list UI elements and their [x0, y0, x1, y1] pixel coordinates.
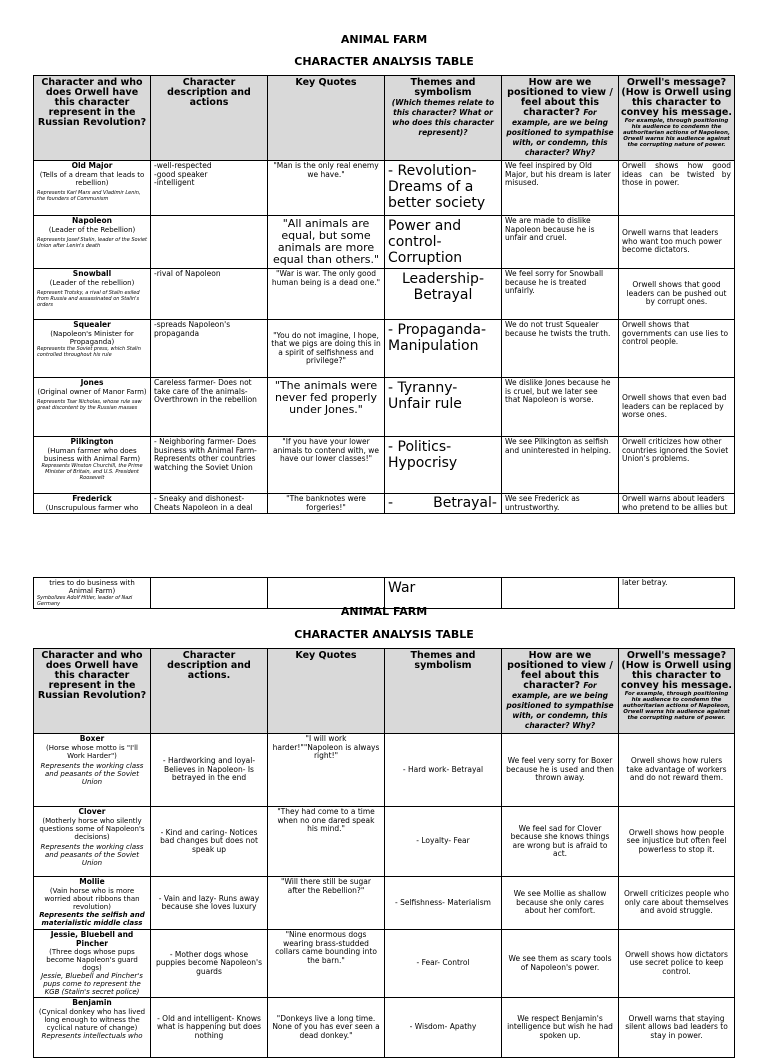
key-quote: "Man is the only real enemy we have." — [268, 161, 385, 216]
character-represents: Symbolizes Adolf Hitler, leader of Nazi Germany — [37, 595, 133, 607]
header-themes: Themes and symbolism — [385, 649, 502, 734]
page2-table — [33, 648, 735, 1058]
character-description: - Kind and caring- Notices bad changes but does not speak up — [151, 807, 268, 877]
positioning: We feel sorry for Snowball because he is treated unfairly. — [502, 269, 619, 320]
table-row — [34, 269, 735, 320]
themes: - Revolution- Dreams of a better society — [385, 161, 502, 216]
character-description — [151, 216, 268, 269]
character-represents: Jessie, Bluebell and Pincher's pups come to represent the KGB (Stalin's secret police) — [41, 972, 143, 996]
header-character: Character and who does Orwell have this character represent in the Russian Revolution? — [34, 76, 151, 161]
character-description: -rival of Napoleon — [151, 269, 268, 320]
character-description: - Old and intelligent- Knows what is happening but does nothing — [151, 998, 268, 1058]
key-quote: "All animals are equal, but some animals are more equal than others." — [268, 216, 385, 269]
themes: Leadership- Betrayal — [385, 269, 502, 320]
character-represents: Represents Karl Marx and Vladimir Lenin, the founders of Communism — [37, 189, 141, 202]
themes: - Wisdom- Apathy — [385, 998, 502, 1058]
character-description: - Hardworking and loyal- Believes in Napoleon- Is betrayed in the end — [151, 734, 268, 807]
table-row — [34, 494, 735, 514]
character-name: Jones — [80, 378, 104, 387]
positioning: We feel very sorry for Boxer because he is used and then thrown away. — [502, 734, 619, 807]
orwell-message: Orwell warns about leaders who pretend to be allies but — [619, 494, 735, 514]
header-description: Character description and actions. — [151, 649, 268, 734]
orwell-message: Orwell shows how people see injustice but often feel powerless to stop it. — [619, 807, 735, 877]
positioning: We respect Benjamin's intelligence but wish he had spoken up. — [502, 998, 619, 1058]
page1-header-row — [34, 76, 735, 161]
orwell-message: Orwell warns that staying silent allows bad leaders to stay in power. — [619, 998, 735, 1058]
key-quote: "If you have your lower animals to contend with, we have our lower classes!" — [268, 437, 385, 494]
table-row — [34, 437, 735, 494]
table-row — [34, 320, 735, 378]
header-message-note: For example, through positioning his audience to condemn the authoritarian actions of Napoleon, Orwell warns his audience against the corrupting nature of power. — [623, 691, 730, 721]
character-role: (Unscrupulous farmer who — [45, 503, 139, 512]
key-quote: "Nine enormous dogs wearing brass-studded collars came bounding into the barn." — [268, 930, 385, 998]
positioning: We do not trust Squealer because he twists the truth. — [502, 320, 619, 378]
page1-table — [33, 75, 735, 514]
character-name: Napoleon — [71, 216, 112, 225]
orwell-message: Orwell shows how rulers take advantage of workers and do not reward them. — [619, 734, 735, 807]
table-row — [34, 161, 735, 216]
table-row — [34, 998, 735, 1058]
positioning: We see them as scary tools of Napoleon's power. — [502, 930, 619, 998]
character-represents: Represents Tsar Nicholas, whose rule saw great discontent by the Russian masses — [37, 398, 142, 411]
character-represents: Represents the selfish and materialistic middle class — [39, 910, 145, 927]
table-row — [34, 378, 735, 437]
character-role: (Motherly horse who silently questions some of Napoleon's decisions) — [39, 816, 145, 841]
header-quotes: Key Quotes — [268, 76, 385, 161]
key-quote: "War is war. The only good human being is a dead one." — [268, 269, 385, 320]
character-role: (Leader of the rebellion) — [49, 278, 135, 287]
positioning: We dislike Jones because he is cruel, but we later see that Napoleon is worse. — [502, 378, 619, 437]
character-role: (Tells of a dream that leads to rebellion) — [39, 170, 145, 187]
table-row — [34, 807, 735, 877]
header-themes: Themes and symbolism (Which themes relate to this character? What or who does this character represent)? — [385, 76, 502, 161]
table-row — [34, 734, 735, 807]
positioning: We see Mollie as shallow because she only cares about her comfort. — [502, 877, 619, 930]
character-represents: Represents intellectuals who — [41, 1031, 143, 1040]
character-role: (Original owner of Manor Farm) — [37, 387, 147, 396]
page2-subtitle: CHARACTER ANALYSIS TABLE — [294, 628, 474, 641]
key-quote: "They had come to a time when no one dared speak his mind." — [268, 807, 385, 877]
character-name: Frederick — [72, 494, 112, 503]
character-description: Careless farmer- Does not take care of the animals- Overthrown in the rebellion — [151, 378, 268, 437]
character-name: Benjamin — [72, 998, 112, 1007]
character-description: - Vain and lazy- Runs away because she loves luxury — [151, 877, 268, 930]
header-message: Orwell's message? (How is Orwell using this character to convey his message. For example, through positioning his audience to condemn the authoritarian actions of Napoleon, Orwell warns his audience against the corrupting nature of power. — [619, 649, 735, 734]
character-represents: Represents Josef Stalin, leader of the Soviet Union after Lenin's death — [37, 236, 147, 249]
character-role: (Three dogs whose pups become Napoleon's guard dogs) — [46, 948, 138, 972]
positioning — [502, 578, 619, 609]
page2-header-row — [34, 649, 735, 734]
header-themes-note: (Which themes relate to this character? What or who does this character represent)? — [391, 98, 495, 137]
positioning: We feel sad for Clover because she knows things are wrong but is afraid to act. — [502, 807, 619, 877]
header-message: Orwell's message? (How is Orwell using this character to convey his message. For example, through positioning his audience to condemn the authoritarian actions of Napoleon, Orwell warns his audience against the corrupting nature of power. — [619, 76, 735, 161]
key-quote: "The animals were never fed properly under Jones." — [268, 378, 385, 437]
character-role: (Cynical donkey who has lived long enough to witness the cyclical nature of change) — [38, 1007, 146, 1032]
header-message-note: For example, through positioning his audience to condemn the authoritarian actions of Napoleon, Orwell warns his audience against the corrupting nature of power. — [623, 118, 730, 148]
themes: Power and control- Corruption — [385, 216, 502, 269]
themes: - Tyranny- Unfair rule — [385, 378, 502, 437]
positioning: We are made to dislike Napoleon because he is unfair and cruel. — [502, 216, 619, 269]
table-row — [34, 216, 735, 269]
table-row — [34, 930, 735, 998]
character-name: Boxer — [79, 734, 105, 743]
orwell-message: Orwell shows that good leaders can be pushed out by corrupt ones. — [619, 269, 735, 320]
orwell-message: Orwell shows that even bad leaders can be replaced by worse ones. — [619, 378, 735, 437]
themes: - Propaganda- Manipulation — [385, 320, 502, 378]
character-name: Mollie — [79, 877, 105, 886]
header-description: Character description and actions — [151, 76, 268, 161]
themes: - Loyalty- Fear — [385, 807, 502, 877]
character-role: tries to do business with Animal Farm) — [49, 579, 135, 595]
header-character: Character and who does Orwell have this character represent in the Russian Revolution? — [34, 649, 151, 734]
key-quote — [268, 578, 385, 609]
character-represents: Represents the working class and peasants of the Soviet Union — [40, 842, 144, 867]
character-name: Squealer — [73, 320, 111, 329]
header-quotes: Key Quotes — [268, 649, 385, 734]
character-name: Pilkington — [70, 437, 114, 446]
themes: - Selfishness- Materialism — [385, 877, 502, 930]
character-description — [151, 578, 268, 609]
orwell-message: Orwell shows how good ideas can be twisted by those in power. — [619, 161, 735, 216]
character-represents: Represents Winston Churchill, the Prime Minister of Britain, and U.S. President Roosevelt — [41, 462, 143, 481]
character-description: -spreads Napoleon's propaganda — [151, 320, 268, 378]
key-quote: "I will work harder!""Napoleon is always right!" — [268, 734, 385, 807]
page1-subtitle: CHARACTER ANALYSIS TABLE — [294, 55, 474, 68]
positioning: We see Frederick as untrustworthy. — [502, 494, 619, 514]
header-positioned-note: For example, are we being positioned to sympathise with, or condemn, this character? Why? — [506, 681, 614, 730]
header-positioned: How are we positioned to view / feel about this character? For example, are we being positioned to sympathise with, or condemn, this character? Why? — [502, 76, 619, 161]
key-quote: "The banknotes were forgeries!" — [268, 494, 385, 514]
character-role: (Leader of the Rebellion) — [48, 225, 136, 234]
character-role: (Horse whose motto is "I'll Work Harder") — [46, 743, 138, 760]
character-role: (Napoleon's Minister for Propaganda) — [50, 329, 134, 346]
header-positioned: How are we positioned to view / feel about this character? For example, are we being positioned to sympathise with, or condemn, this character? Why? — [502, 649, 619, 734]
character-name: Snowball — [72, 269, 112, 278]
character-role: (Vain horse who is more worried about ribbons than revolution) — [44, 886, 140, 911]
character-represents: Represents the working class and peasants of the Soviet Union — [40, 761, 144, 786]
key-quote: "You do not imagine, I hope, that we pigs are doing this in a spirit of selfishness and privilege?" — [268, 320, 385, 378]
character-description: -well-respected -good speaker -intelligent — [151, 161, 268, 216]
header-positioned-note: For example, are we being positioned to sympathise with, or condemn, this character? Why? — [506, 108, 614, 157]
themes: - Betrayal- — [385, 494, 502, 514]
page2-title: ANIMAL FARM — [340, 605, 428, 618]
themes: War — [385, 578, 502, 609]
character-name: Jessie, Bluebell and Pincher — [50, 930, 134, 948]
orwell-message: Orwell criticizes people who only care about themselves and avoid struggle. — [619, 877, 735, 930]
orwell-message: Orwell warns that leaders who want too much power become dictators. — [619, 216, 735, 269]
key-quote: "Will there still be sugar after the Rebellion?" — [268, 877, 385, 930]
table-row — [34, 877, 735, 930]
table-row — [34, 578, 735, 609]
themes: - Hard work- Betrayal — [385, 734, 502, 807]
page1-title: ANIMAL FARM — [340, 33, 428, 46]
character-description: - Neighboring farmer- Does business with Animal Farm- Represents other countries watching the Soviet Union — [151, 437, 268, 494]
character-represents: Represent Trotsky, a rival of Stalin exiled from Russia and assassinated on Stalin's orders — [37, 289, 140, 308]
character-description: - Sneaky and dishonest- Cheats Napoleon in a deal — [151, 494, 268, 514]
orwell-message: Orwell shows how dictators use secret police to keep control. — [619, 930, 735, 998]
character-represents: Represents the Soviet press, which Stalin controlled throughout his rule — [37, 345, 141, 358]
themes: - Politics- Hypocrisy — [385, 437, 502, 494]
key-quote: "Donkeys live a long time. None of you has ever seen a dead donkey." — [268, 998, 385, 1058]
orwell-message: later betray. — [619, 578, 735, 609]
character-description: - Mother dogs whose puppies become Napoleon's guards — [151, 930, 268, 998]
positioning: We see Pilkington as selfish and uninterested in helping. — [502, 437, 619, 494]
themes: - Fear- Control — [385, 930, 502, 998]
orwell-message: Orwell criticizes how other countries ignored the Soviet Union's problems. — [619, 437, 735, 494]
orwell-message: Orwell shows that governments can use lies to control people. — [619, 320, 735, 378]
character-name: Clover — [78, 807, 106, 816]
character-role: (Human farmer who does business with Animal Farm) — [43, 446, 141, 463]
positioning: We feel inspired by Old Major, but his dream is later misused. — [502, 161, 619, 216]
character-name: Old Major — [71, 161, 113, 170]
